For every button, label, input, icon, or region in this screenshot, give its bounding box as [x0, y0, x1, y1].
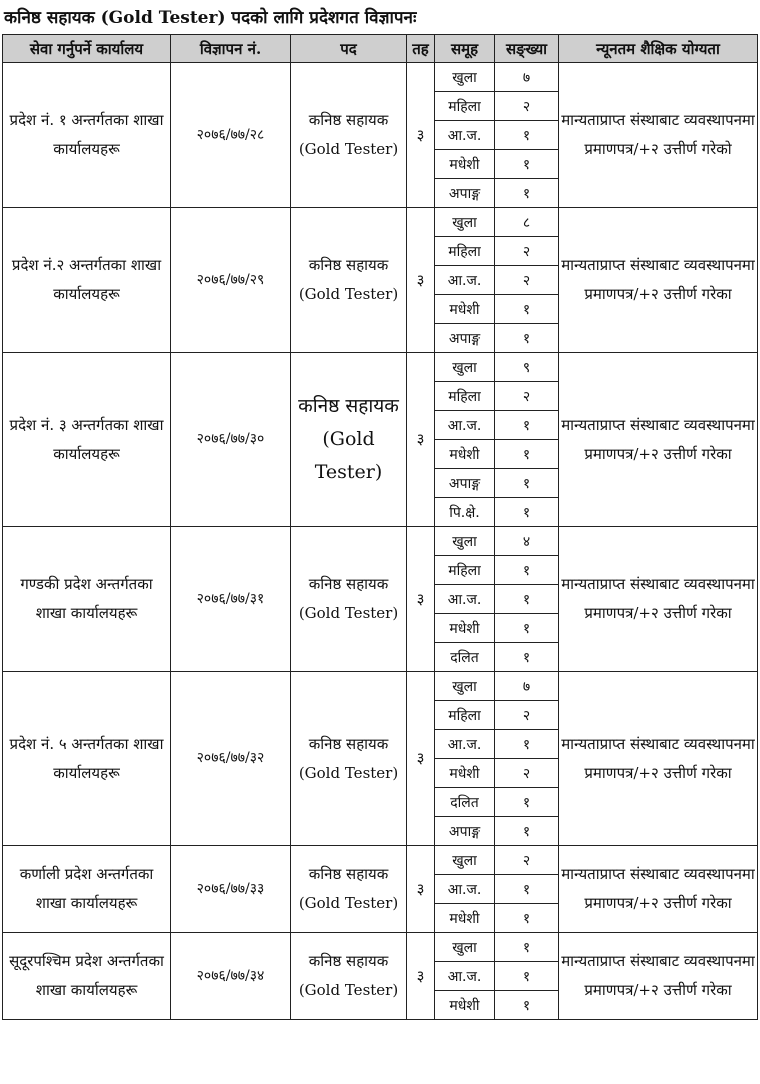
qualification-cell: मान्यताप्राप्त संस्थाबाट व्यवस्थापनमा प्रमाणपत्र/+२ उत्तीर्ण गरेका	[559, 353, 758, 527]
group-cell: अपाङ्ग	[435, 817, 495, 846]
group-cell: मधेशी	[435, 759, 495, 788]
level-cell: ३	[407, 208, 435, 353]
office-cell: प्रदेश नं. ३ अन्तर्गतका शाखा कार्यालयहरू	[3, 353, 171, 527]
table-row	[3, 208, 758, 237]
table-row	[3, 63, 758, 92]
header-count: सङ्ख्या	[495, 35, 559, 63]
group-cell: मधेशी	[435, 614, 495, 643]
table-row	[3, 933, 758, 962]
count-cell: १	[495, 498, 559, 527]
group-cell: आ.ज.	[435, 875, 495, 904]
group-cell: आ.ज.	[435, 730, 495, 759]
group-cell: महिला	[435, 382, 495, 411]
office-cell: प्रदेश नं. १ अन्तर्गतका शाखा कार्यालयहरू	[3, 63, 171, 208]
count-cell: १	[495, 179, 559, 208]
header-row	[3, 35, 758, 63]
office-cell: प्रदेश नं.२ अन्तर्गतका शाखा कार्यालयहरू	[3, 208, 171, 353]
header-level: तह	[407, 35, 435, 63]
count-cell: १	[495, 411, 559, 440]
ad-number-cell: २०७६/७७/२९	[171, 208, 291, 353]
ad-number-cell: २०७६/७७/३०	[171, 353, 291, 527]
count-cell: २	[495, 759, 559, 788]
group-cell: आ.ज.	[435, 411, 495, 440]
group-cell: आ.ज.	[435, 121, 495, 150]
count-cell: २	[495, 237, 559, 266]
count-cell: १	[495, 643, 559, 672]
group-cell: खुला	[435, 933, 495, 962]
count-cell: १	[495, 440, 559, 469]
qualification-cell: मान्यताप्राप्त संस्थाबाट व्यवस्थापनमा प्रमाणपत्र/+२ उत्तीर्ण गरेका	[559, 933, 758, 1020]
count-cell: २	[495, 846, 559, 875]
count-cell: १	[495, 469, 559, 498]
level-cell: ३	[407, 933, 435, 1020]
count-cell: १	[495, 991, 559, 1020]
count-cell: १	[495, 614, 559, 643]
office-cell: गण्डकी प्रदेश अन्तर्गतका शाखा कार्यालयहरू	[3, 527, 171, 672]
count-cell: २	[495, 382, 559, 411]
group-cell: खुला	[435, 63, 495, 92]
post-cell: कनिष्ठ सहायक (Gold Tester)	[291, 527, 407, 672]
office-cell: प्रदेश नं. ५ अन्तर्गतका शाखा कार्यालयहरू	[3, 672, 171, 846]
group-cell: खुला	[435, 353, 495, 382]
table-row	[3, 527, 758, 556]
qualification-cell: मान्यताप्राप्त संस्थाबाट व्यवस्थापनमा प्रमाणपत्र/+२ उत्तीर्ण गरेका	[559, 672, 758, 846]
count-cell: ८	[495, 208, 559, 237]
count-cell: १	[495, 150, 559, 179]
ad-number-cell: २०७६/७७/३३	[171, 846, 291, 933]
count-cell: १	[495, 933, 559, 962]
qualification-cell: मान्यताप्राप्त संस्थाबाट व्यवस्थापनमा प्रमाणपत्र/+२ उत्तीर्ण गरेका	[559, 208, 758, 353]
group-cell: मधेशी	[435, 150, 495, 179]
group-cell: अपाङ्ग	[435, 469, 495, 498]
count-cell: ७	[495, 63, 559, 92]
group-cell: महिला	[435, 556, 495, 585]
count-cell: १	[495, 324, 559, 353]
count-cell: ४	[495, 527, 559, 556]
table-body	[3, 63, 758, 1020]
table-row	[3, 846, 758, 875]
count-cell: १	[495, 585, 559, 614]
header-office: सेवा गर्नुपर्ने कार्यालय	[3, 35, 171, 63]
group-cell: दलित	[435, 643, 495, 672]
level-cell: ३	[407, 672, 435, 846]
office-cell: कर्णाली प्रदेश अन्तर्गतका शाखा कार्यालयहरू	[3, 846, 171, 933]
count-cell: २	[495, 266, 559, 295]
group-cell: महिला	[435, 701, 495, 730]
group-cell: महिला	[435, 92, 495, 121]
ad-number-cell: २०७६/७७/३१	[171, 527, 291, 672]
group-cell: खुला	[435, 846, 495, 875]
table-row	[3, 353, 758, 382]
group-cell: मधेशी	[435, 440, 495, 469]
count-cell: १	[495, 904, 559, 933]
group-cell: दलित	[435, 788, 495, 817]
post-cell: कनिष्ठ सहायक (Gold Tester)	[291, 933, 407, 1020]
level-cell: ३	[407, 527, 435, 672]
group-cell: पि.क्षे.	[435, 498, 495, 527]
table-row	[3, 672, 758, 701]
group-cell: मधेशी	[435, 904, 495, 933]
ad-number-cell: २०७६/७७/३२	[171, 672, 291, 846]
group-cell: अपाङ्ग	[435, 179, 495, 208]
count-cell: २	[495, 92, 559, 121]
group-cell: महिला	[435, 237, 495, 266]
header-post: पद	[291, 35, 407, 63]
group-cell: खुला	[435, 672, 495, 701]
count-cell: १	[495, 788, 559, 817]
count-cell: १	[495, 962, 559, 991]
table-header	[3, 35, 758, 63]
count-cell: ९	[495, 353, 559, 382]
ad-number-cell: २०७६/७७/२८	[171, 63, 291, 208]
group-cell: खुला	[435, 527, 495, 556]
office-cell: सूदूरपश्चिम प्रदेश अन्तर्गतका शाखा कार्यालयहरू	[3, 933, 171, 1020]
group-cell: खुला	[435, 208, 495, 237]
level-cell: ३	[407, 353, 435, 527]
header-ad-number: विज्ञापन नं.	[171, 35, 291, 63]
count-cell: १	[495, 875, 559, 904]
post-cell: कनिष्ठ सहायक (Gold Tester)	[291, 208, 407, 353]
group-cell: अपाङ्ग	[435, 324, 495, 353]
header-qualification: न्यूनतम शैक्षिक योग्यता	[559, 35, 758, 63]
level-cell: ३	[407, 846, 435, 933]
count-cell: २	[495, 701, 559, 730]
count-cell: १	[495, 730, 559, 759]
page-title: कनिष्ठ सहायक (Gold Tester) पदको लागि प्रदेशगत विज्ञापनः	[4, 8, 417, 28]
count-cell: १	[495, 817, 559, 846]
header-group: समूह	[435, 35, 495, 63]
qualification-cell: मान्यताप्राप्त संस्थाबाट व्यवस्थापनमा प्रमाणपत्र/+२ उत्तीर्ण गरेका	[559, 846, 758, 933]
group-cell: आ.ज.	[435, 962, 495, 991]
count-cell: १	[495, 121, 559, 150]
qualification-cell: मान्यताप्राप्त संस्थाबाट व्यवस्थापनमा प्रमाणपत्र/+२ उत्तीर्ण गरेका	[559, 527, 758, 672]
post-cell: कनिष्ठ सहायक (Gold Tester)	[291, 672, 407, 846]
group-cell: मधेशी	[435, 991, 495, 1020]
qualification-cell: मान्यताप्राप्त संस्थाबाट व्यवस्थापनमा प्रमाणपत्र/+२ उत्तीर्ण गरेको	[559, 63, 758, 208]
count-cell: १	[495, 556, 559, 585]
vacancy-table	[2, 34, 758, 1020]
post-cell: कनिष्ठ सहायक (Gold Tester)	[291, 846, 407, 933]
post-cell: कनिष्ठ सहायक (Gold Tester)	[291, 63, 407, 208]
post-cell: कनिष्ठ सहायक (Gold Tester)	[291, 353, 407, 527]
ad-number-cell: २०७६/७७/३४	[171, 933, 291, 1020]
level-cell: ३	[407, 63, 435, 208]
group-cell: आ.ज.	[435, 585, 495, 614]
count-cell: ७	[495, 672, 559, 701]
group-cell: आ.ज.	[435, 266, 495, 295]
group-cell: मधेशी	[435, 295, 495, 324]
count-cell: १	[495, 295, 559, 324]
